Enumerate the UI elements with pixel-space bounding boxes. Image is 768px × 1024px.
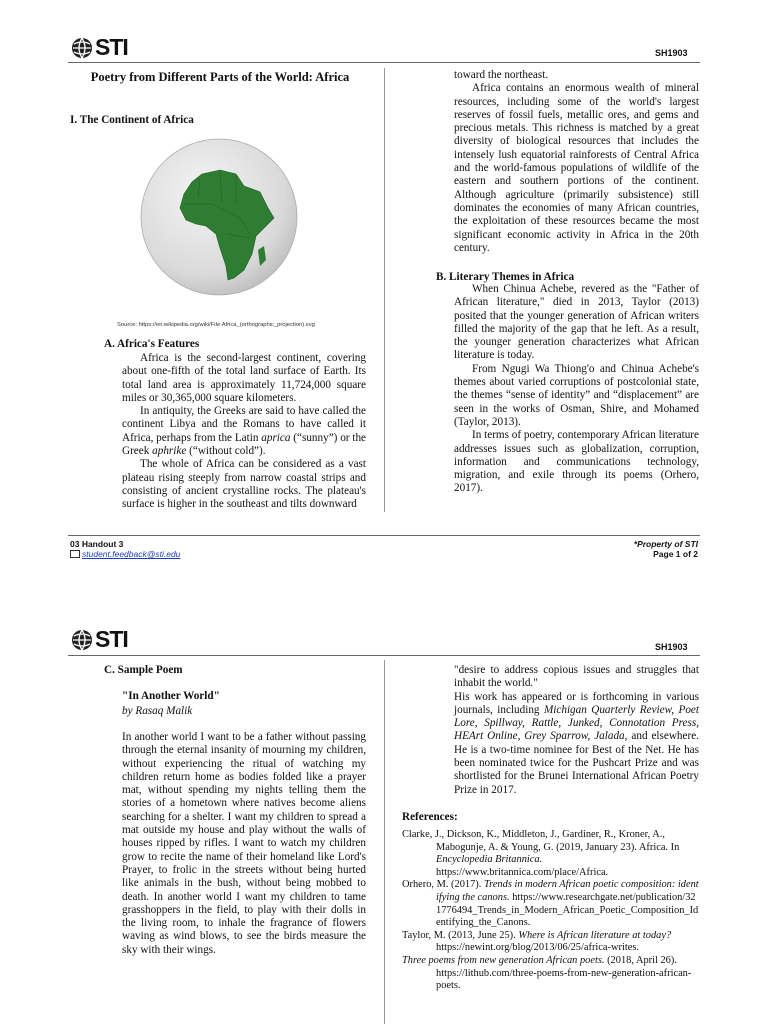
page-title: Poetry from Different Parts of the World: Africa xyxy=(90,70,350,84)
document-code: SH1903 xyxy=(655,48,688,58)
poem-author: by Rasaq Malik xyxy=(122,705,193,717)
footer-rule xyxy=(68,535,700,536)
handout-number: 03 Handout 3 xyxy=(70,539,124,549)
text: https://www.researchgate.net/publication/321776494_Trends_in_Modern_African_Poetic_Composition_Identifying_the_Canons. xyxy=(436,891,699,929)
document-code: SH1903 xyxy=(655,642,688,652)
text: Clarke, J., Dickson, K., Middleton, J., Gardiner, R., Kroner, A., Mabogunje, A. & Young, G. (2019, January 23). Africa. In xyxy=(402,829,680,853)
paragraph: From Ngugi Wa Thiong'o and Chinua Achebe's themes about varied corruptions of postcolonial state, the themes “sense of identity” and “displacement” are seen in the works of Osman, Shire, and Mohamed (Taylor, 2013). xyxy=(454,362,699,428)
subsection-a-heading: A. Africa's Features xyxy=(104,338,200,350)
feedback-email-link[interactable]: student.feedback@sti.edu xyxy=(82,549,181,559)
paragraph: Africa contains an enormous wealth of mineral resources, including some of the world's largest reserves of fossil fuels, metallic ores, and gems and precious metals. This richness is matched by a great diversity of biological resources that includes the intensely lush equatorial rainforests of Central Africa and the world-famous populations of wildlife of the eastern and southern portions of the continent. Although agriculture (primarily subsistence) still dominates the economies of many African countries, the exploitation of these resources became the most significant economic activity in Africa in the 20th century. xyxy=(454,82,699,254)
feedback-link-row xyxy=(70,549,180,559)
subsection-b-body xyxy=(454,283,699,496)
image-source-caption: Source: https://en.wikipedia.org/wiki/File:Africa_(orthographic_projection).svg xyxy=(117,322,315,328)
paragraph-continuation: toward the northeast. xyxy=(454,69,549,81)
references-heading: References: xyxy=(402,811,458,823)
text: Encyclopedia Britannica. xyxy=(436,854,543,866)
paragraph xyxy=(454,691,699,797)
logo-text: STI xyxy=(95,626,128,652)
paragraph: The whole of Africa can be considered as a vast plateau rising steeply from narrow coastal strips and consisting of ancient crystalline rocks. The plateau's surface is higher in the southeast and tilts downward xyxy=(122,458,366,511)
column-divider xyxy=(384,68,385,512)
text: (“sunny”) or the Greek xyxy=(122,431,366,458)
property-notice: *Property of STI xyxy=(633,539,698,549)
greek-term: aphrike xyxy=(152,445,187,458)
journal-list: Michigan Quarterly Review, Poet Lore, Spillway, Rattle, Junked, Connotation Press, HEArt Online, Grey Sparrow, Jalada, xyxy=(454,703,699,743)
text: His work has appeared or is forthcoming in various journals, including xyxy=(454,690,699,716)
globe-logo-icon xyxy=(70,629,94,651)
sti-logo xyxy=(70,626,128,653)
poem-title: "In Another World" xyxy=(122,690,220,702)
footer-right xyxy=(560,539,698,559)
envelope-icon xyxy=(70,550,80,558)
poet-bio xyxy=(454,664,699,797)
text: Orhero, M. (2017). xyxy=(402,879,484,891)
subsection-c-heading: C. Sample Poem xyxy=(104,664,183,676)
header-rule xyxy=(68,62,700,63)
paragraph: In terms of poetry, contemporary African literature addresses issues such as globalization, corruption, information and communications technology, migration, and exile through its poems (Orhero, 2017). xyxy=(454,429,699,495)
poem-body: In another world I want to be a father without passing through the eternal insanity of mourning my children, without experiencing the ritual of watching my children return home as bodies folded like a prayer mat, without spending my nights telling them the stories of a hometown where natives become aliens searching for a shelter. I want my children to spread a mat outside my house and play without the walls of houses ripped by rifles. I want to watch my children grow to recite the name of their homeland like Lord's Prayer, to frolic in the streets without being hurted like animals in the bush, without being mobbed to death. In another world I want my children to tame grasshoppers in the field, to play with their dolls in the living room, to inhale the fragrance of flowers waving as wind blows, to see the birds measure the sky with their wings. xyxy=(122,731,366,956)
paragraph xyxy=(122,405,366,458)
page-number: Page 1 of 2 xyxy=(653,549,698,559)
reference-item xyxy=(402,829,699,879)
right-column-top xyxy=(454,69,699,255)
logo-text: STI xyxy=(95,34,128,60)
text: https://www.britannica.com/place/Africa. xyxy=(436,866,609,878)
reference-item xyxy=(402,955,699,993)
text: Three poems from new generation African poets. xyxy=(402,954,605,966)
africa-globe-image xyxy=(140,138,298,296)
reference-item xyxy=(402,879,699,929)
text: Taylor, M. (2013, June 25). xyxy=(402,929,519,941)
reference-list xyxy=(402,829,699,993)
text: In antiquity, the Greeks are said to have called the continent Libya and the Romans to have called it Africa, perhaps from the Latin xyxy=(122,405,366,444)
paragraph: "desire to address copious issues and struggles that inhabit the world." xyxy=(454,664,699,690)
column-divider xyxy=(384,660,385,1024)
text: https://newint.org/blog/2013/06/25/africa-writes. xyxy=(436,942,639,954)
latin-term: aprica xyxy=(261,431,291,444)
text: Trends in modern African poetic composition: identifying the canons. xyxy=(436,879,699,903)
subsection-a-body xyxy=(122,352,366,512)
section-heading: I. The Continent of Africa xyxy=(70,114,194,126)
globe-logo-icon xyxy=(70,37,94,59)
sti-logo xyxy=(70,34,128,61)
footer-left xyxy=(70,539,180,559)
text: and elsewhere. He is a two-time nominee for Best of the Net. He has been nominated twice for the Pushcart Prize and was shortlisted for the Brunei International African Poetry Prize in 2017. xyxy=(454,730,699,796)
reference-item xyxy=(402,930,699,955)
text: (“without cold”). xyxy=(186,445,266,458)
text: Where is African literature at today? xyxy=(518,929,672,941)
subsection-b-heading: B. Literary Themes in Africa xyxy=(436,271,575,283)
text: (2018, April 26). https://lithub.com/three-poems-from-new-generation-african-poets. xyxy=(436,954,692,992)
header-rule xyxy=(68,655,700,656)
paragraph: When Chinua Achebe, revered as the "Father of African literature," died in 2013, Taylor (2013) posited that the younger generation of African writers filled the majority of the gap that he left. As a result, the younger generation characterizes what African literature is today. xyxy=(454,283,699,362)
paragraph: Africa is the second-largest continent, covering about one-fifth of the total land surface of Earth. Its total land area is approximately 11,724,000 square miles or 30,365,000 square kilometers. xyxy=(122,352,366,404)
